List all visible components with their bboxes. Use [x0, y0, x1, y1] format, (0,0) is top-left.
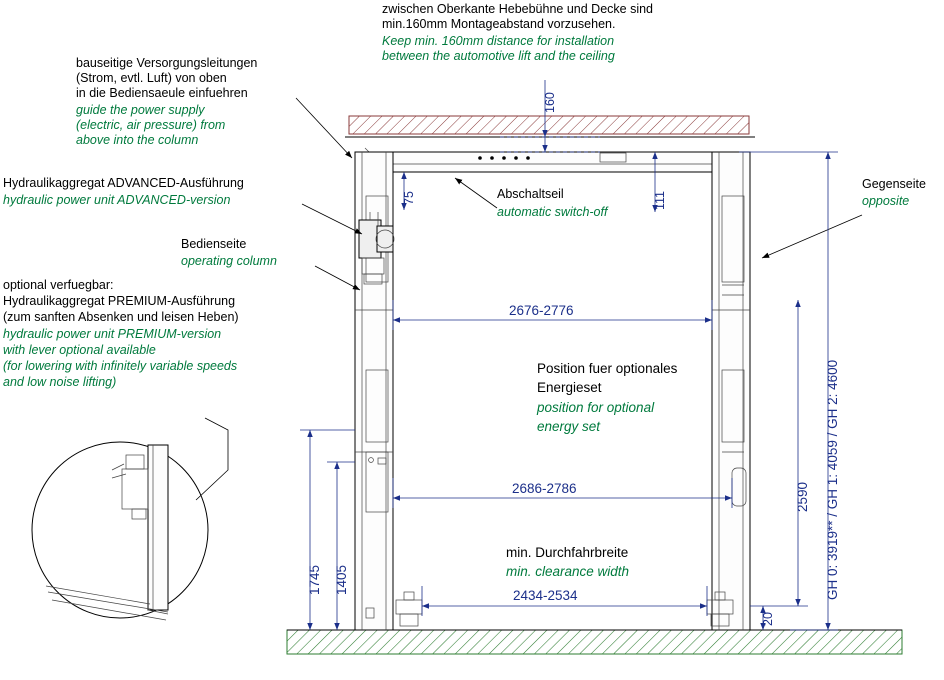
note-operating-column-de: Bedienseite — [181, 237, 247, 251]
dim-top-right-small: 111 — [653, 190, 667, 210]
note-supply-de-line3: in die Bediensaeule einfuehren — [76, 86, 248, 100]
note-opposite-en: opposite — [862, 194, 910, 208]
dim-clearance-width: 2434-2534 — [513, 588, 578, 603]
note-premium-en-line4: and low noise lifting) — [3, 375, 117, 389]
note-operating-column-en: operating column — [181, 254, 277, 268]
note-supply-de-line2: (Strom, evtl. Luft) von oben — [76, 71, 227, 85]
dim-upper-width: 2676-2776 — [509, 303, 574, 318]
note-premium-en-line3: (for lowering with infinitely variable speeds — [3, 359, 238, 373]
note-premium-de-line2: Hydraulikaggregat PREMIUM-Ausführung — [3, 294, 236, 308]
ceiling-slab — [345, 116, 755, 137]
note-supply-en-line3: above into the column — [76, 133, 199, 147]
note-ceiling-en-line1: Keep min. 160mm distance for installation — [382, 34, 615, 48]
note-opposite-de: Gegenseite — [862, 177, 926, 191]
note-premium-de-line3: (zum sanften Absenken und leisen Heben) — [3, 310, 239, 324]
dim-lower-left-1: 1745 — [307, 564, 322, 595]
note-energyset-en-line1: position for optional — [537, 400, 655, 415]
note-energyset-de-line2: Energieset — [537, 380, 602, 395]
note-supply-en-line2: (electric, air pressure) from — [76, 118, 226, 132]
dim-top-left-small: 75 — [402, 191, 416, 205]
note-clearance-de: min. Durchfahrbreite — [506, 545, 629, 560]
note-ceiling-en-line2: between the automotive lift and the ceiling — [382, 49, 615, 63]
note-switchoff-de: Abschaltseil — [497, 187, 564, 201]
note-supply-de-line1: bauseitige Versorgungsleitungen — [76, 56, 258, 70]
note-energyset-en-line2: energy set — [537, 419, 601, 434]
note-ceiling-de-line1: zwischen Oberkante Hebebühne und Decke sind — [382, 2, 654, 16]
detail-circle-premium-unit — [32, 418, 228, 620]
dim-overall-height: GH 0: 3919** / GH 1: 4059 / GH 2: 4600 — [825, 359, 840, 600]
right-column — [712, 152, 750, 630]
floor-slab — [287, 630, 902, 654]
note-switchoff-en: automatic switch-off — [497, 205, 608, 219]
note-energyset-de-line1: Position fuer optionales — [537, 361, 678, 376]
dim-middle-width: 2686-2786 — [512, 481, 577, 496]
note-advanced-en: hydraulic power unit ADVANCED-version — [3, 193, 231, 207]
dim-ceiling-gap: 160 — [543, 92, 557, 113]
dim-inner-height: 2590 — [795, 481, 810, 512]
note-premium-de-line1: optional verfuegbar: — [3, 278, 114, 292]
note-clearance-en: min. clearance width — [506, 564, 630, 579]
dim-lower-left-2: 1405 — [334, 564, 349, 595]
note-supply-en-line1: guide the power supply — [76, 103, 205, 117]
dim-base-height: 20 — [761, 612, 775, 626]
note-premium-en-line1: hydraulic power unit PREMIUM-version — [3, 327, 222, 341]
note-advanced-de: Hydraulikaggregat ADVANCED-Ausführung — [3, 176, 244, 190]
note-premium-en-line2: with lever optional available — [3, 343, 156, 357]
note-ceiling-de-line2: min.160mm Montageabstand vorzusehen. — [382, 17, 616, 31]
